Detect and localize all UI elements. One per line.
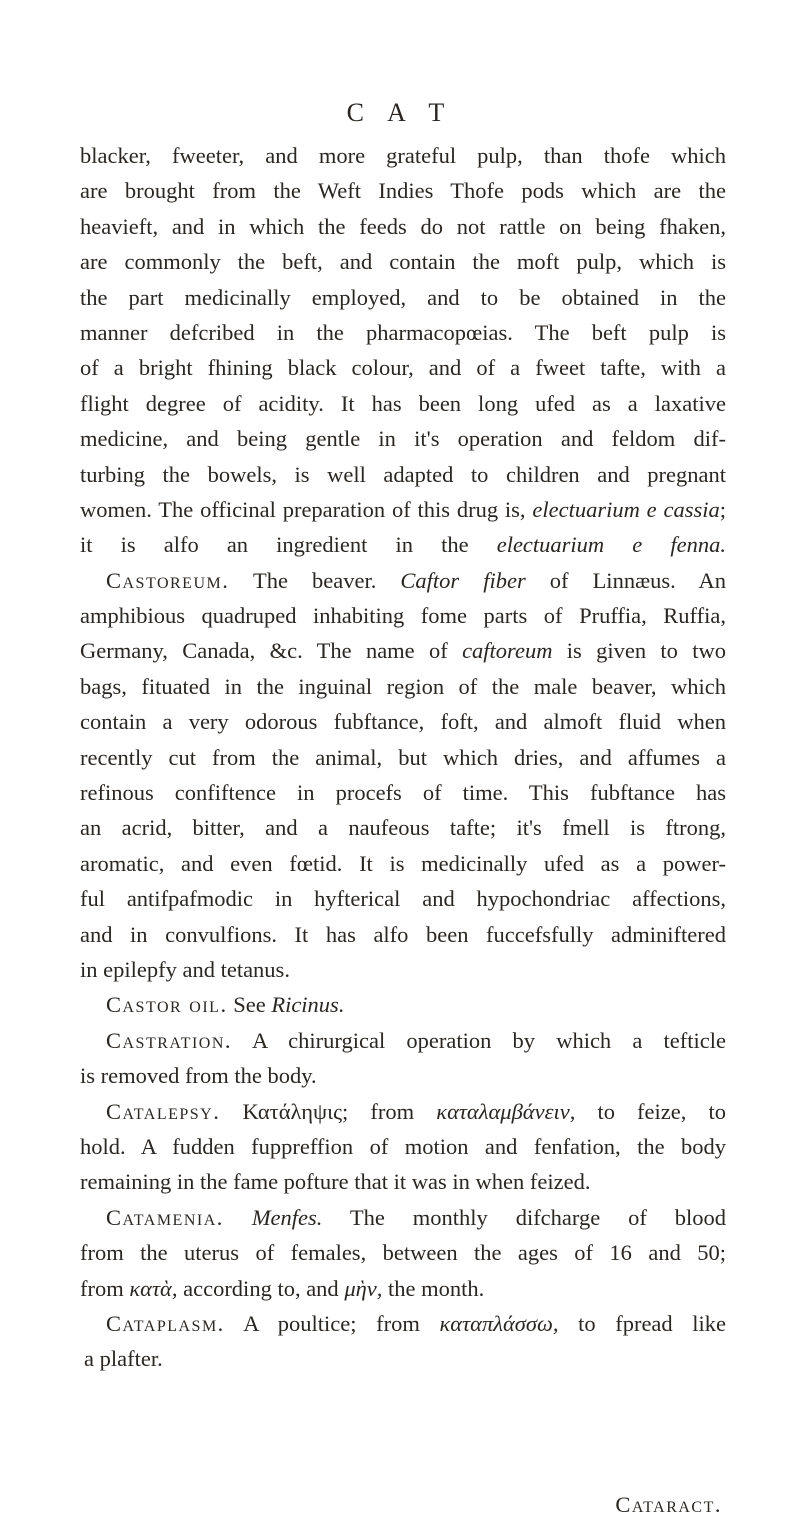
running-head: C A T [346,98,454,127]
line-text: A chirurgical operation by which a tefticle [251,1027,726,1053]
line-text: Germany, Canada, &c. The name of [80,638,448,664]
text-line: and in convulfions. It has alfo been fuccefsfully adminiftered [80,921,726,947]
text-line: refinous confiftence in procefs of time. This fubftance has [80,780,726,806]
text-line: aromatic, and even fœtid. It is medicinally ufed as a power- [80,850,726,876]
line-text: ; [719,496,726,522]
line-text: See [233,992,266,1018]
line-text: The monthly difcharge of blood [349,1204,727,1230]
entry-catalepsy [80,1094,726,1129]
entry-castration [80,1023,726,1058]
text-line: a plafter. [84,1346,163,1372]
text-line [80,1271,726,1306]
line-text: it is alfo an ingredient in the [80,532,469,558]
text-line: the part medicinally employed, and to be obtained in the [80,284,726,310]
text-line [80,492,726,527]
text-line: heavieft, and in which the feeds do not rattle on being fhaken, [80,213,726,239]
entry-headword: Cataplasm. [106,1310,225,1336]
text-line: ful antifpafmodic in hyfterical and hypochondriac affections, [80,886,726,912]
text-line: manner defcribed in the pharmacopœias. The beft pulp is [80,319,726,345]
text-line: recently cut from the animal, but which dries, and affumes a [80,744,726,770]
catchword: Cataract. [615,1492,722,1517]
text-line: turbing the bowels, is well adapted to children and pregnant [80,461,726,487]
italic-term: caftoreum [462,638,553,664]
cross-reference: Ricinus. [271,992,345,1018]
text-line: are brought from the Weft Indies Thofe pods which are the [80,178,726,204]
entry-castoreum [80,563,726,598]
text-line: from the uterus of females, between the ages of 16 and 50; [80,1240,726,1266]
entry-headword: Catamenia. [106,1204,224,1230]
line-text: to feize, to [597,1098,726,1124]
entry-headword: Castoreum. [106,567,230,593]
greek-word: καταλαμβάνειν, [436,1098,576,1124]
line-text: women. The officinal preparation of this drug is, [80,496,526,522]
text-line: hold. A fudden fuppreffion of motion and fenfation, the body [80,1133,726,1159]
text-line: contain a very odorous fubftance, foft, and almoft fluid when [80,709,726,735]
text-line [80,527,726,562]
text-line: flight degree of acidity. It has been long ufed as a laxative [80,390,726,416]
entry-castor-oil [80,987,726,1022]
text-line: amphibious quadruped inhabiting fome parts of Pruffia, Ruffia, [80,603,726,629]
text-line: of a bright fhining black colour, and of a fweet tafte, with a [80,355,726,381]
italic-term: Menfes. [251,1204,323,1230]
text-line: medicine, and being gentle in it's operation and feldom dif- [80,426,726,452]
text-line: an acrid, bitter, and a naufeous tafte; it's fmell is ftrong, [80,815,726,841]
greek-word: Κατάληψις [242,1098,343,1124]
entry-cataplasm [80,1306,726,1341]
line-text: of Linnæus. An [549,567,727,593]
text-line: bags, fituated in the inguinal region of the male beaver, which [80,673,726,699]
line-text: is given to two [566,638,727,664]
text-line: are commonly the beft, and contain the moft pulp, which is [80,249,726,275]
entry-headword: Castor oil. [106,992,228,1018]
greek-word: καταπλάσσω, [439,1310,559,1336]
italic-term: electuarium e cassia [532,496,720,522]
line-text: from [80,1275,124,1301]
entry-headword: Castration. [106,1027,233,1053]
line-text: according to, and [183,1275,339,1301]
greek-word: κατὰ, [129,1275,178,1301]
line-text: A poultice; from [243,1310,420,1336]
text-line: is removed from the body. [80,1063,317,1089]
text-line: in epilepfy and tetanus. [80,956,290,982]
italic-term: Caftor fiber [400,567,526,593]
text-line: blacker, fweeter, and more grateful pulp, than thofe which [80,143,726,168]
italic-term: electuarium e fenna. [496,532,726,558]
text-line: remaining in the fame pofture that it was in when feized. [80,1169,591,1195]
text-line [80,633,726,668]
line-text: The beaver. [253,567,377,593]
line-text: from [370,1098,415,1124]
entry-catamenia [80,1200,726,1235]
line-text: the month. [388,1275,485,1301]
greek-word: μὴν, [344,1275,383,1301]
line-text: to fpread like [578,1310,727,1336]
entry-headword: Catalepsy. [106,1098,221,1124]
dictionary-text [80,138,726,1377]
line-text: ; [342,1098,349,1124]
